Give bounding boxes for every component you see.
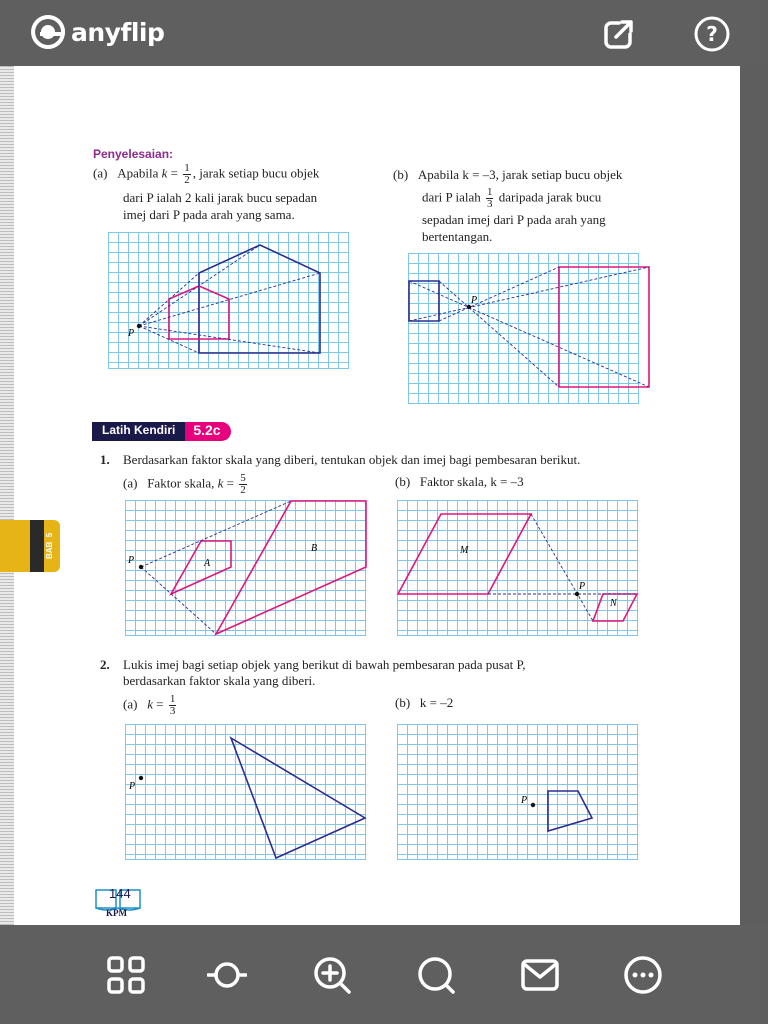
solution-label: Penyelesaian: (93, 147, 174, 161)
tag: (b) (395, 474, 411, 489)
solution-a-grid (108, 232, 349, 369)
q2-number: 2. (100, 657, 110, 672)
den: 3 (169, 705, 176, 717)
point-p-label: P (521, 795, 528, 806)
q2b-diagram (397, 724, 637, 859)
q1-text: Berdasarkan faktor skala yang diberi, tentukan objek dan imej bagi pembesaran berikut. (123, 452, 581, 467)
badge-number: 5.2c (185, 422, 230, 441)
text: Faktor skala, (147, 475, 218, 491)
q2a-grid (125, 724, 366, 860)
point-p-label: P (471, 295, 478, 306)
point-p-label: P (128, 555, 135, 566)
solution-a-line2: dari P ialah 2 kali jarak bucu sepadan (123, 190, 318, 205)
solution-b-line1 (393, 166, 622, 184)
viewer-top-bar (0, 0, 768, 66)
q1a-label: (a) Faktor skala, k = $\frac{5}{2}$ (123, 472, 246, 496)
text: Faktor skala, k = –3 (419, 474, 524, 489)
point-p-label: P (128, 328, 135, 339)
fraction-third (486, 187, 494, 210)
solution-b-line4: bertentangan. (422, 229, 493, 244)
fraction-5-2 (239, 473, 247, 496)
q2a-label: (a) k = $\frac{1}{3}$ (123, 693, 176, 717)
logo-text: anyflip (71, 17, 165, 47)
fraction-1-3 (169, 694, 177, 717)
solution-b-diagram (408, 253, 638, 403)
q2a-diagram (125, 724, 365, 859)
text: Apabila (117, 165, 162, 181)
publisher: KPM (106, 908, 127, 918)
label-a: A (204, 558, 211, 569)
text: dari P ialah (422, 189, 481, 205)
point-p-label: P (579, 581, 586, 592)
chapter-tab-dark (30, 520, 44, 572)
solution-a-line1: (a) Apabila k = $\frac{1}{2}$ , jarak setiap bucu objek (93, 162, 320, 186)
share-icon[interactable] (600, 15, 638, 53)
anyflip-logo-icon (30, 15, 66, 49)
zoom-in-icon[interactable] (312, 955, 352, 995)
num: 5 (240, 472, 246, 484)
label-m: M (460, 545, 469, 556)
q1b-diagram (397, 500, 637, 635)
more-icon[interactable] (623, 955, 663, 995)
solution-b-grid (408, 253, 639, 404)
chapter-number: 5 (45, 532, 54, 538)
solution-b-line3: sepadan imej dari P pada arah yang (422, 212, 606, 227)
q1-number: 1. (100, 452, 110, 467)
email-icon[interactable] (520, 955, 560, 995)
q2b-label (395, 694, 453, 712)
thumbnails-icon[interactable] (106, 955, 146, 995)
q2b-grid (397, 724, 638, 860)
autoflip-icon[interactable] (207, 955, 247, 995)
tag: (a) (123, 475, 138, 491)
q2-line2: berdasarkan faktor skala yang diberi. (123, 673, 316, 688)
search-icon[interactable] (416, 955, 456, 995)
fraction-half (183, 163, 191, 186)
anyflip-logo[interactable] (30, 15, 164, 49)
text: Apabila k = –3, jarak setiap bucu objek (417, 167, 623, 182)
den: 2 (240, 484, 246, 496)
text: k = –2 (419, 695, 454, 710)
page-number: 144 (109, 886, 131, 901)
chapter-tab-text (45, 526, 59, 566)
solution-b-line2 (422, 187, 601, 210)
label-b: B (311, 543, 318, 554)
den: 2 (184, 174, 190, 186)
label-n: N (610, 598, 617, 609)
solution-a-line3: imej dari P pada arah yang sama. (123, 207, 295, 222)
solution-a-diagram (108, 232, 348, 368)
num: 1 (486, 186, 493, 198)
help-icon[interactable] (693, 15, 731, 53)
chapter-tab-label: BAB (45, 541, 54, 560)
badge-title: Latih Kendiri (92, 422, 185, 441)
q1b-label (395, 473, 524, 491)
tag-b: (b) (393, 167, 409, 182)
tag: (a) (123, 696, 138, 712)
point-p-label: P (129, 781, 136, 792)
q1a-diagram (125, 500, 365, 635)
den: 3 (486, 198, 493, 210)
q1a-grid (125, 500, 366, 636)
q1b-grid (397, 500, 638, 636)
text: , jarak setiap bucu objek (192, 165, 320, 181)
q2-line1: Lukis imej bagi setiap objek yang berikut di bawah pembesaran pada pusat P, (123, 657, 526, 672)
num: 1 (184, 162, 190, 174)
latih-kendiri-badge (92, 422, 231, 441)
tag-a: (a) (93, 165, 108, 181)
num: 1 (169, 693, 176, 705)
text: daripada jarak bucu (498, 189, 602, 205)
text: = (167, 165, 182, 181)
svg-text:?: ? (706, 22, 718, 46)
tag: (b) (395, 695, 411, 710)
page-number-logo (94, 884, 144, 918)
